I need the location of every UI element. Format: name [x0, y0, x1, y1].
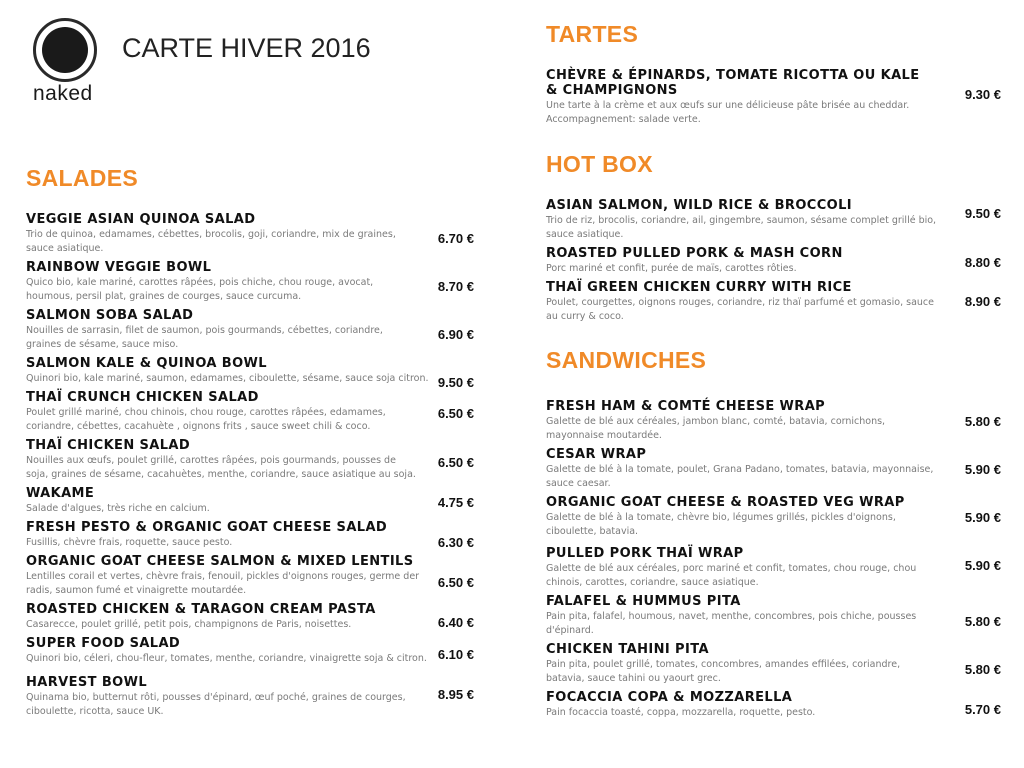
menu-item: [546, 690, 938, 720]
item-price: 6.70 €: [437, 231, 474, 246]
item-name: ROASTED PULLED PORK & MASH CORN: [546, 246, 843, 261]
item-name: ROASTED CHICKEN & TARAGON CREAM PASTA: [26, 602, 376, 617]
item-price: 9.50 €: [964, 206, 1001, 221]
item-price: 6.90 €: [437, 327, 474, 342]
item-name: THAÏ CHICKEN SALAD: [26, 438, 191, 453]
page-title: CARTE HIVER 2016: [122, 33, 371, 63]
item-price: 8.95 €: [437, 687, 474, 702]
logo-text: naked: [33, 82, 93, 105]
item-name: ORGANIC GOAT CHEESE SALMON & MIXED LENTILS: [26, 554, 414, 569]
menu-item: [546, 280, 938, 324]
item-description: Casarecce, poulet grillé, petit pois, champignons de Paris, noisettes.: [26, 619, 352, 630]
item-description: Galette de blé aux céréales, jambon blanc, comté, batavia, cornichons, mayonnaise moutardée.: [546, 416, 886, 441]
item-name: WAKAME: [26, 486, 95, 501]
item-price: 8.80 €: [964, 255, 1001, 270]
item-name: RAINBOW VEGGIE BOWL: [26, 260, 212, 275]
item-description: Une tarte à la crème et aux œufs sur une délicieuse pâte brisée au cheddar. Accompagnement: salade verte.: [546, 100, 910, 125]
item-description: Quinama bio, butternut rôti, pousses d'épinard, œuf poché, graines de courges, ciboulette, ricotta, sauce UK.: [26, 692, 406, 717]
item-description: Trio de quinoa, edamames, cébettes, brocolis, goji, coriandre, mix de graines, sauce asiatique.: [26, 229, 396, 254]
item-description: Porc mariné et confit, purée de maïs, carottes rôties.: [546, 263, 797, 274]
menu-item: [26, 212, 421, 256]
item-description: Galette de blé à la tomate, poulet, Grana Padano, tomates, batavia, mayonnaise, sauce caesar.: [546, 464, 934, 489]
item-name: VEGGIE ASIAN QUINOA SALAD: [26, 212, 256, 227]
item-name: PULLED PORK THAÏ WRAP: [546, 546, 744, 561]
item-name: FOCACCIA COPA & MOZZARELLA: [546, 690, 793, 705]
item-name: CESAR WRAP: [546, 447, 647, 462]
item-name: FRESH HAM & COMTÉ CHEESE WRAP: [546, 399, 826, 414]
menu-item: [546, 198, 938, 242]
item-price: 6.30 €: [437, 535, 474, 550]
menu-item: [26, 356, 431, 386]
menu-item: [546, 642, 938, 686]
menu-item: [26, 675, 421, 719]
item-name: SALMON KALE & QUINOA BOWL: [26, 356, 267, 371]
item-price: 9.30 €: [964, 87, 1001, 102]
menu-item: [546, 399, 938, 443]
item-price: 5.90 €: [964, 462, 1001, 477]
item-price: 5.80 €: [964, 614, 1001, 629]
item-price: 5.70 €: [964, 702, 1001, 717]
item-name: THAÏ GREEN CHICKEN CURRY WITH RICE: [546, 280, 852, 295]
item-price: 4.75 €: [437, 495, 474, 510]
section-title-sandwiches: SANDWICHES: [546, 347, 707, 373]
item-description: Pain focaccia toasté, coppa, mozzarella, roquette, pesto.: [546, 707, 816, 718]
item-description: Poulet grillé mariné, chou chinois, chou rouge, carottes râpées, edamames, coriandre, cébettes, cacahuète , oignons frits , sauce sweet chili & coco.: [26, 407, 386, 432]
menu-item: [546, 447, 938, 491]
item-price: 6.10 €: [437, 647, 474, 662]
item-name: CHICKEN TAHINI PITA: [546, 642, 709, 657]
item-name: SUPER FOOD SALAD: [26, 636, 181, 651]
item-price: 6.50 €: [437, 406, 474, 421]
section-title-salades: SALADES: [26, 165, 139, 191]
menu-item: [546, 246, 938, 276]
item-name: ORGANIC GOAT CHEESE & ROASTED VEG WRAP: [546, 495, 905, 510]
menu-item: [26, 520, 421, 550]
item-price: 5.80 €: [964, 414, 1001, 429]
brand-logo: [33, 18, 99, 108]
item-description: Galette de blé à la tomate, chèvre bio, légumes grillés, pickles d'oignons, ciboulette, batavia.: [546, 512, 896, 537]
menu-item: [26, 390, 421, 434]
item-description: Nouilles de sarrasin, filet de saumon, pois gourmands, cébettes, coriandre, graines de sésame, sauce miso.: [26, 325, 383, 350]
item-description: Trio de riz, brocolis, coriandre, ail, gingembre, saumon, sésame complet grillé bio, sauce asiatique.: [546, 215, 937, 240]
item-name: THAÏ CRUNCH CHICKEN SALAD: [26, 390, 259, 405]
section-title-tartes: TARTES: [546, 21, 639, 47]
logo-circle-icon: [33, 18, 97, 82]
item-price: 9.50 €: [437, 375, 474, 390]
item-description: Galette de blé aux céréales, porc mariné et confit, tomates, chou rouge, chou chinois, carottes, coriandre, sauce asiatique.: [546, 563, 917, 588]
menu-item: [26, 554, 421, 598]
item-name: ASIAN SALMON, WILD RICE & BROCCOLI: [546, 198, 853, 213]
item-description: Pain pita, falafel, houmous, navet, menthe, concombres, pois chiche, pousses d'épinard.: [546, 611, 917, 636]
item-name: FRESH PESTO & ORGANIC GOAT CHEESE SALAD: [26, 520, 388, 535]
item-price: 6.50 €: [437, 455, 474, 470]
item-name: HARVEST BOWL: [26, 675, 148, 690]
item-price: 6.40 €: [437, 615, 474, 630]
menu-item: [26, 486, 421, 516]
item-description: Quico bio, kale mariné, carottes râpées, pois chiche, chou rouge, avocat, houmous, persil plat, graines de courges, sauce curcuma.: [26, 277, 374, 302]
menu-item: [546, 546, 938, 590]
menu-item: [26, 438, 421, 482]
item-description: Quinori bio, kale mariné, saumon, edamames, ciboulette, sésame, sauce soja citron.: [26, 373, 429, 384]
item-description: Quinori bio, céleri, chou-fleur, tomates, menthe, coriandre, vinaigrette soja & citron.: [26, 653, 427, 664]
item-name: CHÈVRE & ÉPINARDS, TOMATE RICOTTA OU KALE & CHAMPIGNONS: [546, 68, 920, 98]
menu-item: [26, 602, 421, 632]
item-description: Salade d'algues, très riche en calcium.: [26, 503, 210, 514]
item-name: FALAFEL & HUMMUS PITA: [546, 594, 741, 609]
item-price: 6.50 €: [437, 575, 474, 590]
menu-item: [546, 68, 931, 127]
item-price: 5.80 €: [964, 662, 1001, 677]
menu-item: [26, 260, 421, 304]
menu-item: [26, 636, 431, 666]
item-price: 8.90 €: [964, 294, 1001, 309]
item-description: Pain pita, poulet grillé, tomates, concombres, amandes effilées, coriandre, batavia, sauce tahini ou yaourt grec.: [546, 659, 901, 684]
section-title-hotbox: HOT BOX: [546, 151, 653, 177]
menu-item: [546, 594, 938, 638]
item-price: 8.70 €: [437, 279, 474, 294]
item-name: SALMON SOBA SALAD: [26, 308, 194, 323]
menu-item: [546, 495, 938, 539]
item-price: 5.90 €: [964, 558, 1001, 573]
menu-item: [26, 308, 421, 352]
item-description: Poulet, courgettes, oignons rouges, coriandre, riz thaï parfumé et gomasio, sauce au curry & coco.: [546, 297, 934, 322]
item-price: 5.90 €: [964, 510, 1001, 525]
item-description: Nouilles aux œufs, poulet grillé, carottes râpées, pois gourmands, pousses de soja, graines de sésame, cacahuètes, menthe, coriandre, sauce asiatique au soja.: [26, 455, 416, 480]
item-description: Lentilles corail et vertes, chèvre frais, fenouil, pickles d'oignons rouges, germe der radis, saumon fumé et vinaigrette moutardée.: [26, 571, 420, 596]
item-description: Fusillis, chèvre frais, roquette, sauce pesto.: [26, 537, 233, 548]
